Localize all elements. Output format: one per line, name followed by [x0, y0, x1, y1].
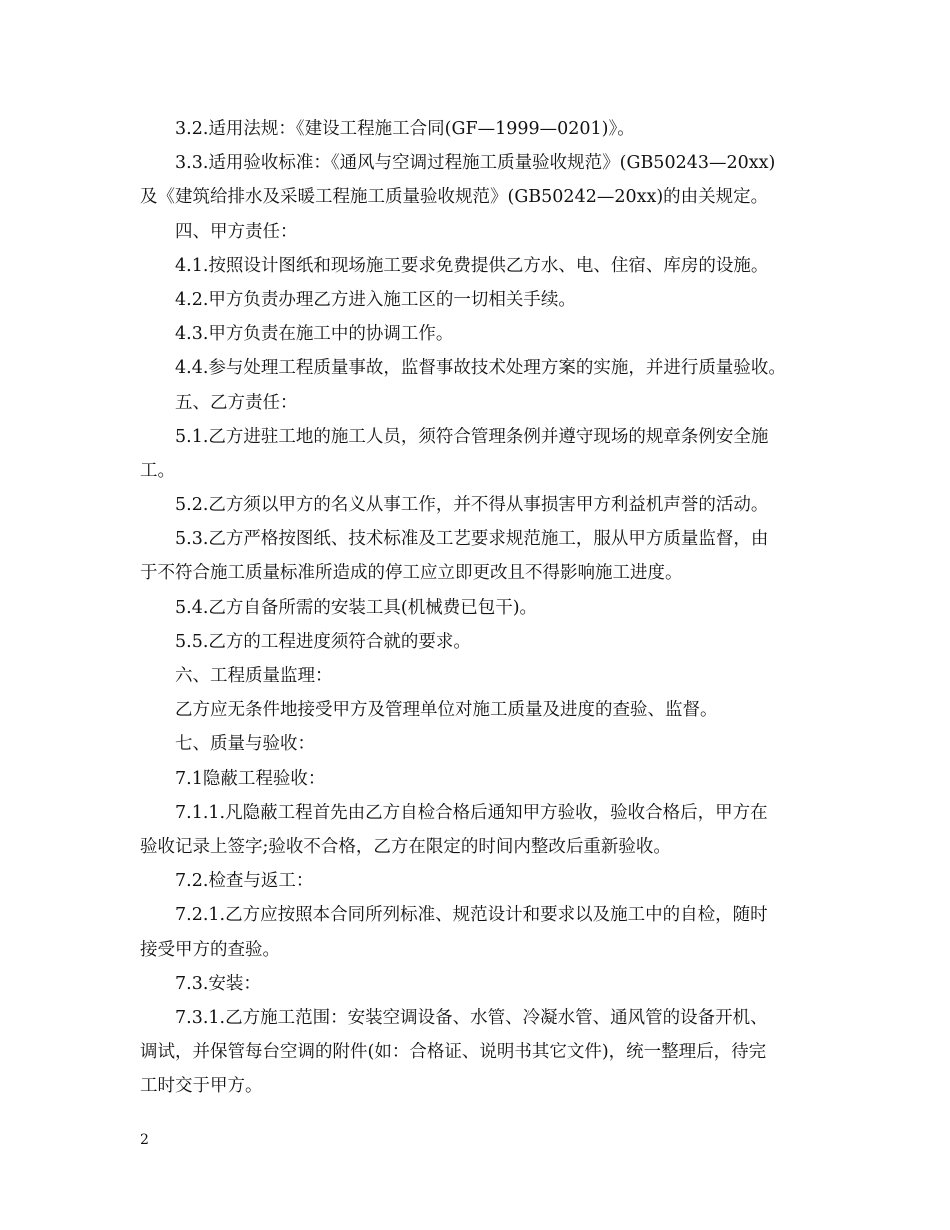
paragraph-line: 工。	[140, 460, 175, 481]
paragraph-line: 接受甲方的查验。	[140, 939, 280, 960]
paragraph-line: 7.3.1.乙方施工范围：安装空调设备、水管、冷凝水管、通风管的设备开机、	[175, 1007, 768, 1028]
paragraph-line: 4.2.甲方负责办理乙方进入施工区的一切相关手续。	[175, 289, 576, 310]
section-heading: 七、质量与验收：	[175, 734, 315, 755]
section-heading: 六、工程质量监理：	[175, 666, 333, 686]
section-heading: 四、甲方责任：	[175, 221, 298, 242]
paragraph-line: 5.1.乙方进驻工地的施工人员，须符合管理条例并遵守现场的规章条例安全施	[175, 426, 769, 447]
paragraph-line: 4.4.参与处理工程质量事故，监督事故技术处理方案的实施，并进行质量验收。	[175, 358, 786, 379]
subsection-heading: 7.1隐蔽工程验收：	[175, 768, 326, 789]
paragraph-line: 7.2.1.乙方应按照本合同所列标准、规范设计和要求以及施工中的自检，随时	[175, 905, 768, 926]
section-heading: 五、乙方责任：	[175, 392, 298, 413]
paragraph-line: 调试，并保管每台空调的附件(如：合格证、说明书其它文件)，统一整理后，待完	[140, 1042, 767, 1063]
paragraph-line: 5.3.乙方严格按图纸、技术标准及工艺要求规范施工，服从甲方质量监督，由	[175, 529, 769, 550]
paragraph-line: 于不符合施工质量标准所造成的停工应立即更改且不得影响施工进度。	[140, 563, 683, 584]
paragraph-line: 7.1.1.凡隐蔽工程首先由乙方自检合格后通知甲方验收，验收合格后，甲方在	[175, 802, 768, 823]
paragraph-line: 5.4.乙方自备所需的安装工具(机械费已包干)。	[175, 597, 538, 618]
paragraph-line: 5.5.乙方的工程进度须符合就的要求。	[175, 631, 471, 652]
paragraph-line: 及《建筑给排水及采暖工程施工质量验收规范》(GB50242—20xx)的由关规定。	[140, 187, 769, 208]
paragraph-line: 3.3.适用验收标准：《通风与空调过程施工质量验收规范》(GB50243—20xx)	[175, 153, 776, 174]
paragraph-line: 乙方应无条件地接受甲方及管理单位对施工质量及进度的查验、监督。	[175, 700, 718, 721]
paragraph-line: 工时交于甲方。	[140, 1076, 263, 1097]
paragraph-line: 4.1.按照设计图纸和现场施工要求免费提供乙方水、电、住宿、库房的设施。	[175, 255, 769, 276]
subsection-heading: 7.2.检查与返工：	[175, 871, 314, 892]
paragraph-line: 5.2.乙方须以甲方的名义从事工作，并不得从事损害甲方利益机声誉的活动。	[175, 495, 769, 516]
subsection-heading: 7.3.安装：	[175, 973, 261, 994]
document-body	[140, 112, 820, 1103]
paragraph-line: 4.3.甲方负责在施工中的协调工作。	[175, 324, 454, 345]
paragraph-line: 3.2.适用法规：《建设工程施工合同(GF—1999—0201)》。	[175, 119, 635, 139]
paragraph-line: 验收记录上签字;验收不合格，乙方在限定的时间内整改后重新验收。	[140, 836, 671, 857]
page-number: 2	[140, 1132, 149, 1148]
